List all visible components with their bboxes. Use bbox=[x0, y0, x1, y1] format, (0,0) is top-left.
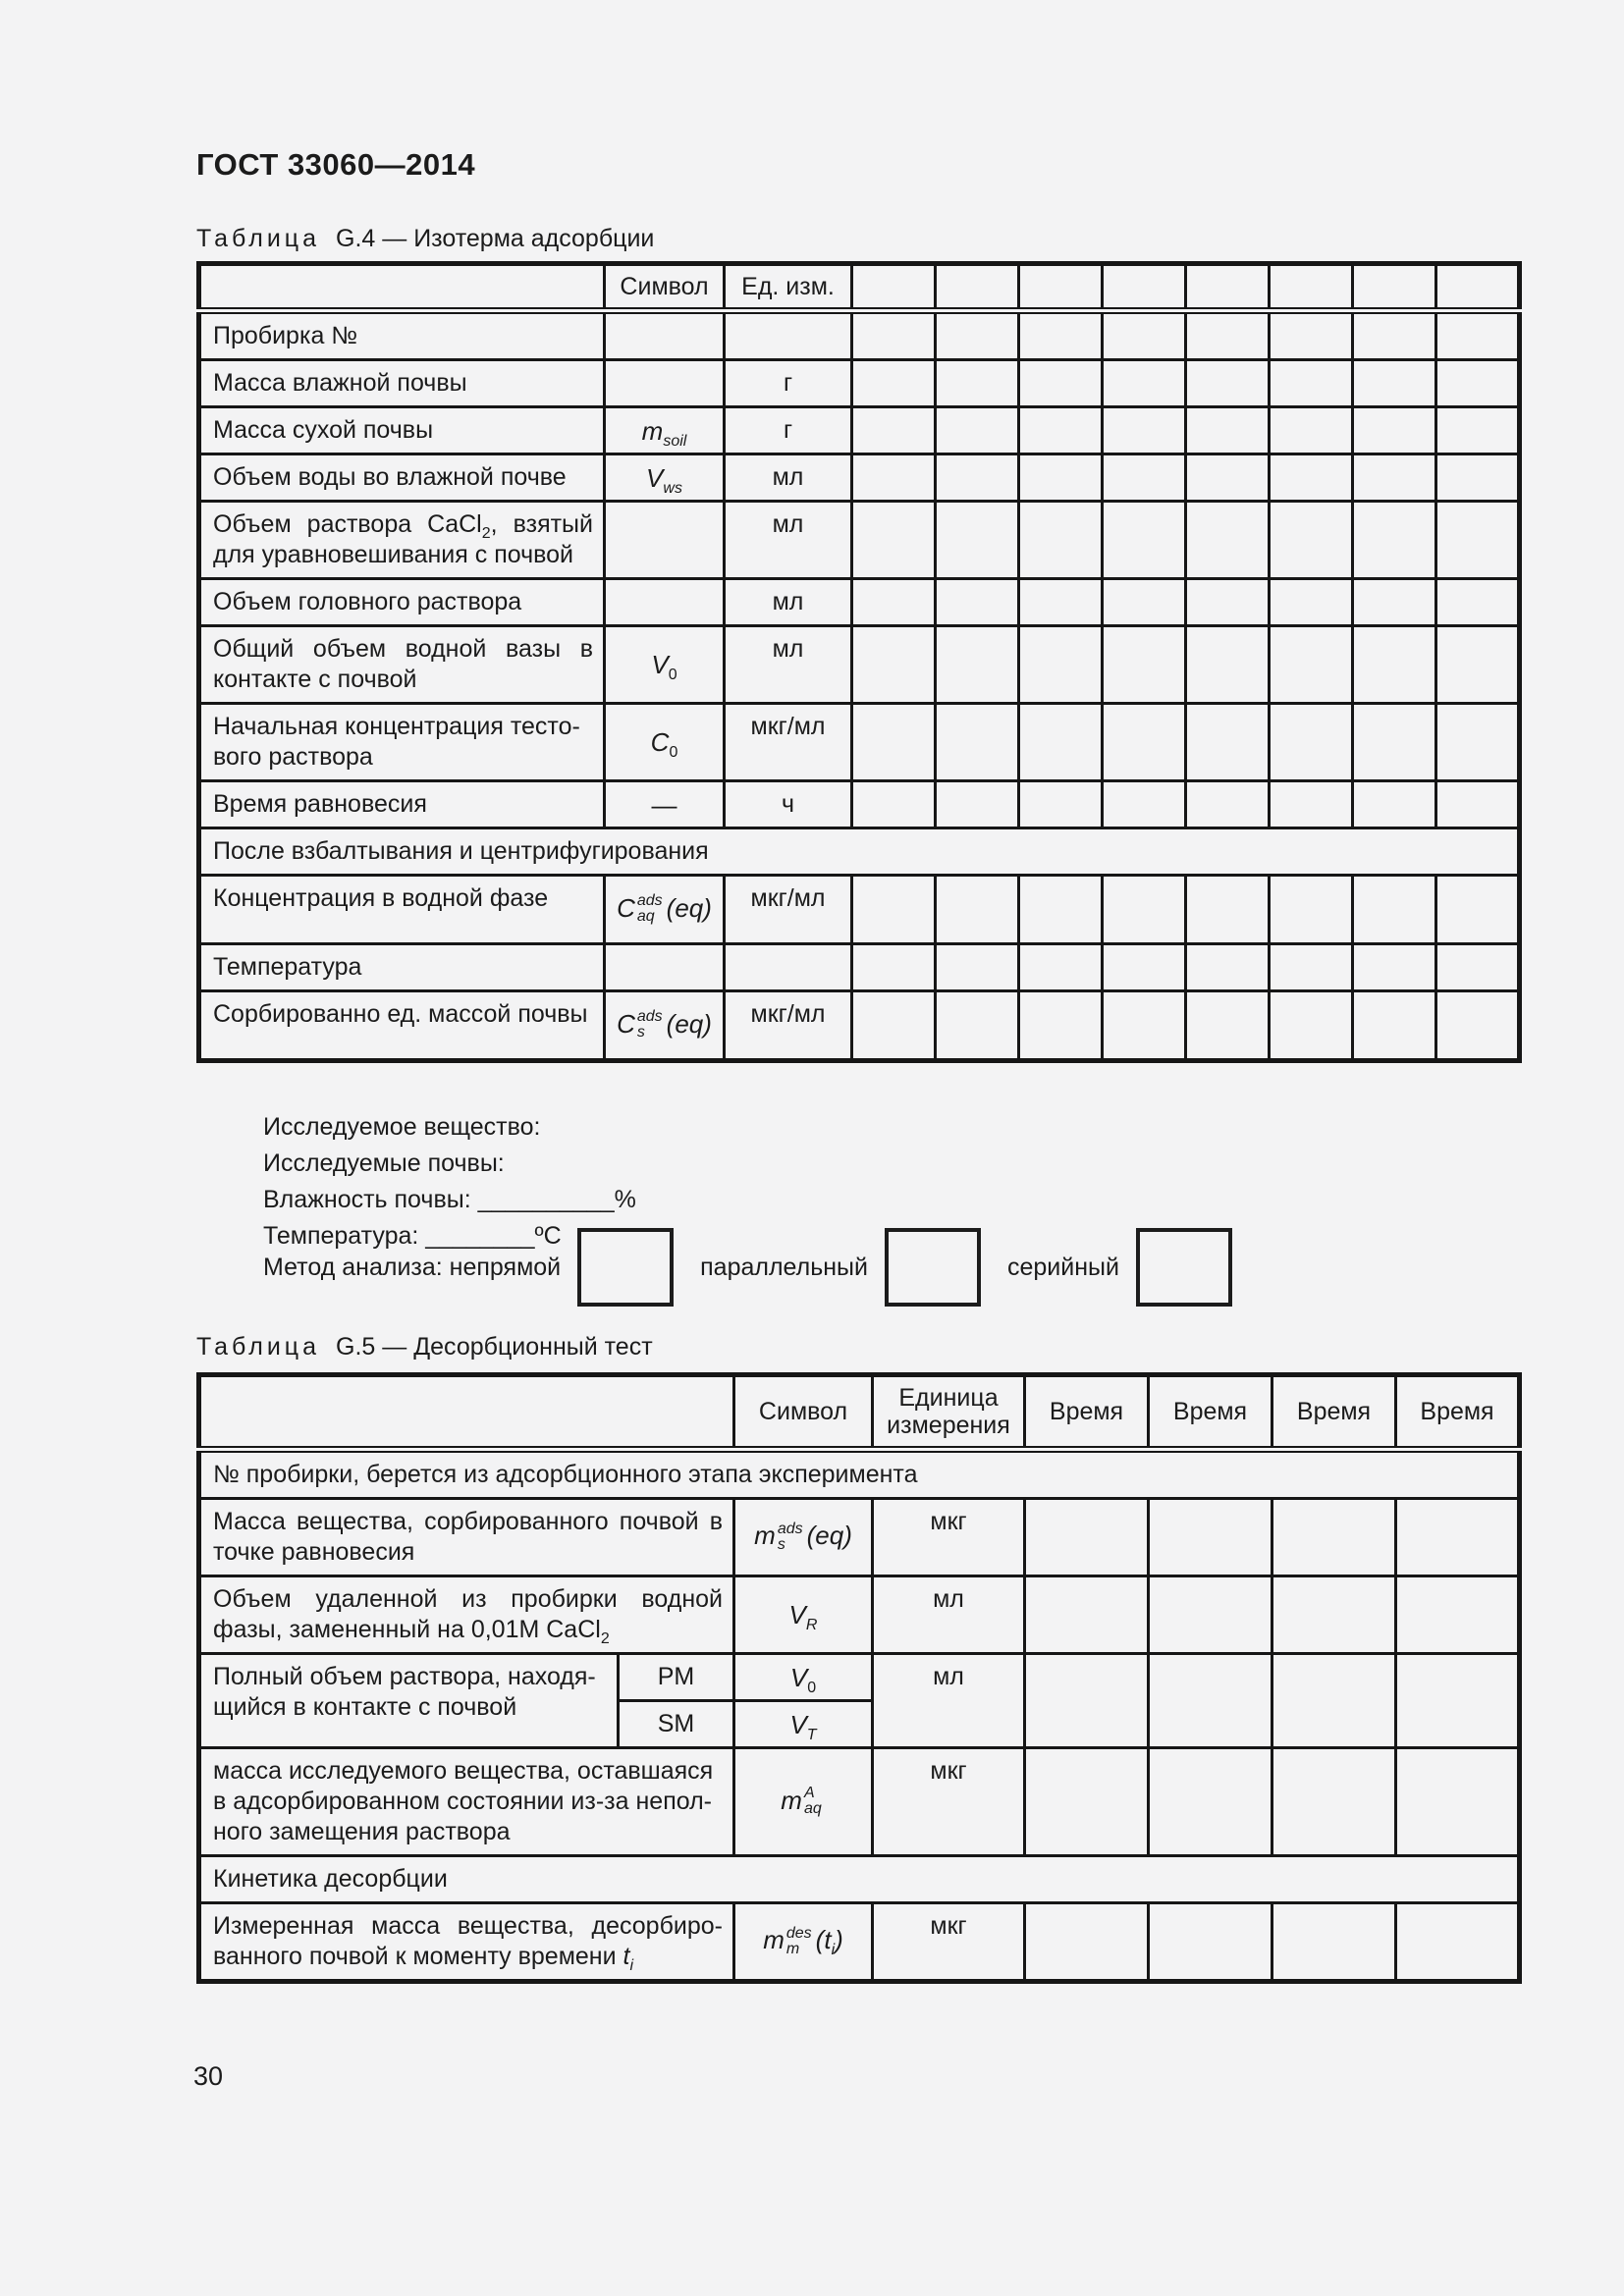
data-cell bbox=[1270, 311, 1353, 360]
data-cell bbox=[1272, 1903, 1396, 1982]
time-column-header: Время bbox=[1272, 1375, 1396, 1450]
data-cell bbox=[1353, 311, 1436, 360]
section-row-label: Кинетика десорбции bbox=[199, 1856, 1520, 1903]
data-column-header bbox=[1436, 264, 1520, 311]
table-g4-caption bbox=[196, 225, 654, 253]
data-cell bbox=[852, 781, 936, 828]
data-cell bbox=[936, 704, 1019, 781]
table-row bbox=[199, 1748, 1520, 1856]
data-cell bbox=[1272, 1499, 1396, 1576]
table-row bbox=[199, 1450, 1520, 1499]
unit-cell bbox=[725, 944, 852, 991]
data-cell bbox=[1019, 991, 1103, 1061]
table-row bbox=[199, 828, 1520, 876]
data-cell bbox=[1436, 704, 1520, 781]
data-cell bbox=[1353, 579, 1436, 626]
data-cell bbox=[1436, 991, 1520, 1061]
table-g5-header-row bbox=[199, 1375, 1520, 1450]
unit-cell: мл bbox=[725, 454, 852, 502]
table-row bbox=[199, 579, 1520, 626]
row-label-cell: Время равновесия bbox=[199, 781, 605, 828]
table-row bbox=[199, 781, 1520, 828]
data-cell bbox=[1186, 991, 1270, 1061]
data-cell bbox=[1186, 579, 1270, 626]
table-g4-body bbox=[199, 264, 1520, 1061]
data-cell bbox=[1025, 1576, 1149, 1654]
method-label: Метод анализа: непрямой bbox=[263, 1253, 562, 1281]
unit-cell: мл bbox=[725, 502, 852, 579]
row-label-cell: Объем раствора CaCl$_2$, взятый для уравновешивания с почвой bbox=[199, 502, 605, 579]
row-label-cell: Объем удаленной из пробирки водной фазы, замененный на 0,01М CaCl$_2$ bbox=[199, 1576, 734, 1654]
symbol-cell: C ads s (eq) bbox=[605, 991, 725, 1061]
data-cell bbox=[936, 360, 1019, 407]
data-cell bbox=[1019, 502, 1103, 579]
table-row bbox=[199, 1499, 1520, 1576]
symbol-column-header: Символ bbox=[734, 1375, 873, 1450]
data-cell bbox=[1103, 502, 1186, 579]
data-cell bbox=[1186, 626, 1270, 704]
unit-cell: мкг bbox=[873, 1499, 1025, 1576]
symbol-cell: m ads s (eq) bbox=[734, 1499, 873, 1576]
data-cell bbox=[1019, 876, 1103, 944]
data-cell bbox=[936, 407, 1019, 454]
data-cell bbox=[936, 944, 1019, 991]
row-label-cell: Пробирка № bbox=[199, 311, 605, 360]
data-cell bbox=[852, 626, 936, 704]
data-cell bbox=[1396, 1903, 1520, 1982]
table-row bbox=[199, 407, 1520, 454]
unit-cell: мкг bbox=[873, 1748, 1025, 1856]
data-cell bbox=[1186, 781, 1270, 828]
table-row bbox=[199, 311, 1520, 360]
data-cell bbox=[1353, 781, 1436, 828]
data-cell bbox=[1019, 579, 1103, 626]
data-cell bbox=[1353, 876, 1436, 944]
data-cell bbox=[852, 407, 936, 454]
data-cell bbox=[1270, 991, 1353, 1061]
unit-cell: мкг/мл bbox=[725, 876, 852, 944]
data-cell bbox=[1019, 944, 1103, 991]
data-cell bbox=[1436, 781, 1520, 828]
data-cell bbox=[1353, 502, 1436, 579]
data-cell bbox=[936, 991, 1019, 1061]
data-cell bbox=[1270, 944, 1353, 991]
data-cell bbox=[1103, 626, 1186, 704]
symbol-cell: $C_0$ bbox=[605, 704, 725, 781]
data-cell bbox=[1019, 781, 1103, 828]
checkbox-parallel bbox=[885, 1228, 981, 1307]
data-cell bbox=[852, 876, 936, 944]
data-cell bbox=[1186, 944, 1270, 991]
doc-header-title: ГОСТ 33060—2014 bbox=[196, 147, 476, 182]
symbol-cell: $V_{ws}$ bbox=[605, 454, 725, 502]
data-cell bbox=[1149, 1748, 1272, 1856]
data-cell bbox=[936, 502, 1019, 579]
data-cell bbox=[1396, 1499, 1520, 1576]
data-cell bbox=[1019, 311, 1103, 360]
data-column-header bbox=[1353, 264, 1436, 311]
table-row bbox=[199, 1576, 1520, 1654]
row-label-cell: Масса влажной почвы bbox=[199, 360, 605, 407]
data-cell bbox=[1149, 1576, 1272, 1654]
data-cell bbox=[1272, 1748, 1396, 1856]
data-cell bbox=[1103, 407, 1186, 454]
symbol-cell bbox=[605, 579, 725, 626]
unit-column-header: Ед. изм. bbox=[725, 264, 852, 311]
table-g4-header-row bbox=[199, 264, 1520, 311]
symbol-cell: $V_R$ bbox=[734, 1576, 873, 1654]
data-cell bbox=[852, 991, 936, 1061]
table-row bbox=[199, 502, 1520, 579]
row-label-cell: Сорбированно ед. массой почвы bbox=[199, 991, 605, 1061]
row-label-cell: Начальная концентрация тесто- вого раствора bbox=[199, 704, 605, 781]
form-line-soils: Исследуемые почвы: bbox=[263, 1149, 505, 1177]
table-g4-caption-text: G.4 — Изотерма адсорбции bbox=[336, 225, 655, 252]
symbol-cell bbox=[605, 311, 725, 360]
data-cell bbox=[1270, 626, 1353, 704]
data-cell bbox=[1103, 781, 1186, 828]
data-cell bbox=[1436, 311, 1520, 360]
symbol-cell: — bbox=[605, 781, 725, 828]
unit-cell: мл bbox=[725, 579, 852, 626]
symbol-cell: $m_{soil}$ bbox=[605, 407, 725, 454]
data-cell bbox=[852, 454, 936, 502]
unit-cell bbox=[725, 311, 852, 360]
table-row bbox=[199, 360, 1520, 407]
data-cell bbox=[852, 579, 936, 626]
data-cell bbox=[1353, 407, 1436, 454]
data-cell bbox=[1103, 704, 1186, 781]
form-line-substance: Исследуемое вещество: bbox=[263, 1113, 541, 1141]
data-cell bbox=[1186, 704, 1270, 781]
data-cell bbox=[1186, 407, 1270, 454]
data-cell bbox=[1270, 360, 1353, 407]
method-option-parallel: параллельный bbox=[700, 1253, 868, 1281]
data-cell bbox=[1103, 579, 1186, 626]
header-empty-cell bbox=[199, 264, 605, 311]
symbol-cell bbox=[605, 944, 725, 991]
data-cell bbox=[1396, 1748, 1520, 1856]
row-label-cell: Объем головного раствора bbox=[199, 579, 605, 626]
data-cell bbox=[852, 502, 936, 579]
header-empty-cell bbox=[199, 1375, 734, 1450]
symbol-cell bbox=[605, 502, 725, 579]
data-cell bbox=[1396, 1654, 1520, 1748]
unit-cell: г bbox=[725, 360, 852, 407]
section-row-label: № пробирки, берется из адсорбционного этапа эксперимента bbox=[199, 1450, 1520, 1499]
data-cell bbox=[1272, 1654, 1396, 1748]
data-cell bbox=[1436, 502, 1520, 579]
table-row bbox=[199, 1856, 1520, 1903]
data-cell bbox=[1270, 502, 1353, 579]
data-cell bbox=[1025, 1499, 1149, 1576]
data-column-header bbox=[852, 264, 936, 311]
data-cell bbox=[1270, 407, 1353, 454]
form-line-temperature: Температура: ________ºС bbox=[263, 1222, 562, 1250]
data-cell bbox=[1149, 1654, 1272, 1748]
unit-column-header: Единица измерения bbox=[873, 1375, 1025, 1450]
data-cell bbox=[852, 944, 936, 991]
data-cell bbox=[936, 579, 1019, 626]
table-row bbox=[199, 704, 1520, 781]
data-cell bbox=[1270, 704, 1353, 781]
data-cell bbox=[1353, 944, 1436, 991]
data-cell bbox=[852, 311, 936, 360]
method-option-serial: серийный bbox=[1006, 1253, 1119, 1281]
checkbox-indirect bbox=[577, 1228, 674, 1307]
row-label-cell: Температура bbox=[199, 944, 605, 991]
symbol-cell: $V_0$ bbox=[605, 626, 725, 704]
table-g5 bbox=[196, 1372, 1522, 1984]
symbol-column-header: Символ bbox=[605, 264, 725, 311]
data-cell bbox=[1186, 876, 1270, 944]
data-cell bbox=[1103, 311, 1186, 360]
tag-cell: PM bbox=[619, 1654, 734, 1701]
unit-cell: ч bbox=[725, 781, 852, 828]
data-cell bbox=[1436, 579, 1520, 626]
data-cell bbox=[1186, 502, 1270, 579]
data-cell bbox=[1149, 1499, 1272, 1576]
unit-cell: мкг/мл bbox=[725, 991, 852, 1061]
data-cell bbox=[1436, 944, 1520, 991]
table-row bbox=[199, 626, 1520, 704]
data-cell bbox=[1019, 407, 1103, 454]
data-cell bbox=[1353, 704, 1436, 781]
page-number: 30 bbox=[193, 2061, 224, 2091]
section-row-label: После взбалтывания и центрифугирования bbox=[199, 828, 1520, 876]
row-label-cell: Концентрация в водной фазе bbox=[199, 876, 605, 944]
table-g5-caption-word: Таблица bbox=[196, 1333, 321, 1361]
row-label-cell: Измеренная масса вещества, десорбиро- ванного почвой к моменту времени $t_i$ bbox=[199, 1903, 734, 1982]
unit-cell: г bbox=[725, 407, 852, 454]
unit-cell: мл bbox=[725, 626, 852, 704]
table-row bbox=[199, 876, 1520, 944]
table-g5-caption-text: G.5 — Десорбционный тест bbox=[336, 1333, 653, 1361]
data-cell bbox=[1270, 781, 1353, 828]
symbol-cell: $V_0$ bbox=[734, 1654, 873, 1701]
unit-cell: мкг bbox=[873, 1903, 1025, 1982]
data-cell bbox=[1436, 876, 1520, 944]
unit-cell: мл bbox=[873, 1654, 1025, 1748]
data-cell bbox=[1025, 1654, 1149, 1748]
data-cell bbox=[1270, 454, 1353, 502]
table-row bbox=[199, 1903, 1520, 1982]
row-label-cell: масса исследуемого вещества, оставшаяся в адсорбированном состоянии из-за непол- ного замещения раствора bbox=[199, 1748, 734, 1856]
data-cell bbox=[1025, 1748, 1149, 1856]
data-cell bbox=[1186, 454, 1270, 502]
data-cell bbox=[1019, 454, 1103, 502]
data-cell bbox=[1019, 360, 1103, 407]
data-column-header bbox=[1186, 264, 1270, 311]
table-row bbox=[199, 991, 1520, 1061]
data-cell bbox=[1270, 876, 1353, 944]
form-line-moisture: Влажность почвы: __________% bbox=[263, 1186, 636, 1213]
data-cell bbox=[1186, 311, 1270, 360]
table-row bbox=[199, 1654, 1520, 1701]
table-g4-caption-word: Таблица bbox=[196, 225, 321, 252]
time-column-header: Время bbox=[1149, 1375, 1272, 1450]
data-cell bbox=[936, 781, 1019, 828]
data-cell bbox=[1019, 704, 1103, 781]
row-label-cell: Полный объем раствора, находя- щийся в контакте с почвой bbox=[199, 1654, 619, 1748]
data-cell bbox=[1353, 991, 1436, 1061]
data-column-header bbox=[1270, 264, 1353, 311]
symbol-cell: C ads aq (eq) bbox=[605, 876, 725, 944]
data-cell bbox=[852, 704, 936, 781]
data-cell bbox=[1353, 626, 1436, 704]
data-cell bbox=[1353, 454, 1436, 502]
row-label-cell: Масса вещества, сорбированного почвой в точке равновесия bbox=[199, 1499, 734, 1576]
symbol-cell bbox=[605, 360, 725, 407]
data-cell bbox=[1436, 360, 1520, 407]
table-g4 bbox=[196, 261, 1522, 1063]
data-cell bbox=[1103, 944, 1186, 991]
data-cell bbox=[852, 360, 936, 407]
symbol-cell: $V_T$ bbox=[734, 1701, 873, 1748]
symbol-cell: m A aq bbox=[734, 1748, 873, 1856]
table-g5-body bbox=[199, 1375, 1520, 1982]
data-cell bbox=[1353, 360, 1436, 407]
data-cell bbox=[1149, 1903, 1272, 1982]
table-row bbox=[199, 944, 1520, 991]
data-column-header bbox=[936, 264, 1019, 311]
data-column-header bbox=[1019, 264, 1103, 311]
data-cell bbox=[936, 876, 1019, 944]
data-cell bbox=[1103, 991, 1186, 1061]
time-column-header: Время bbox=[1025, 1375, 1149, 1450]
table-row bbox=[199, 454, 1520, 502]
data-cell bbox=[1436, 454, 1520, 502]
data-cell bbox=[1436, 407, 1520, 454]
unit-cell: мл bbox=[873, 1576, 1025, 1654]
row-label-cell: Масса сухой почвы bbox=[199, 407, 605, 454]
unit-cell: мкг/мл bbox=[725, 704, 852, 781]
table-g5-caption bbox=[196, 1333, 653, 1362]
data-cell bbox=[1436, 626, 1520, 704]
data-cell bbox=[1186, 360, 1270, 407]
data-cell bbox=[1272, 1576, 1396, 1654]
data-cell bbox=[1019, 626, 1103, 704]
data-cell bbox=[1025, 1903, 1149, 1982]
data-cell bbox=[936, 454, 1019, 502]
row-label-cell: Общий объем водной вазы в контакте с почвой bbox=[199, 626, 605, 704]
tag-cell: SM bbox=[619, 1701, 734, 1748]
data-cell bbox=[1103, 454, 1186, 502]
time-column-header: Время bbox=[1396, 1375, 1520, 1450]
data-cell bbox=[936, 311, 1019, 360]
data-cell bbox=[1103, 360, 1186, 407]
row-label-cell: Объем воды во влажной почве bbox=[199, 454, 605, 502]
data-cell bbox=[1396, 1576, 1520, 1654]
data-cell bbox=[936, 626, 1019, 704]
checkbox-serial bbox=[1136, 1228, 1232, 1307]
data-cell bbox=[1270, 579, 1353, 626]
method-row bbox=[263, 1227, 1232, 1308]
data-column-header bbox=[1103, 264, 1186, 311]
data-cell bbox=[1103, 876, 1186, 944]
symbol-cell: m des m $(t_i)$ bbox=[734, 1903, 873, 1982]
